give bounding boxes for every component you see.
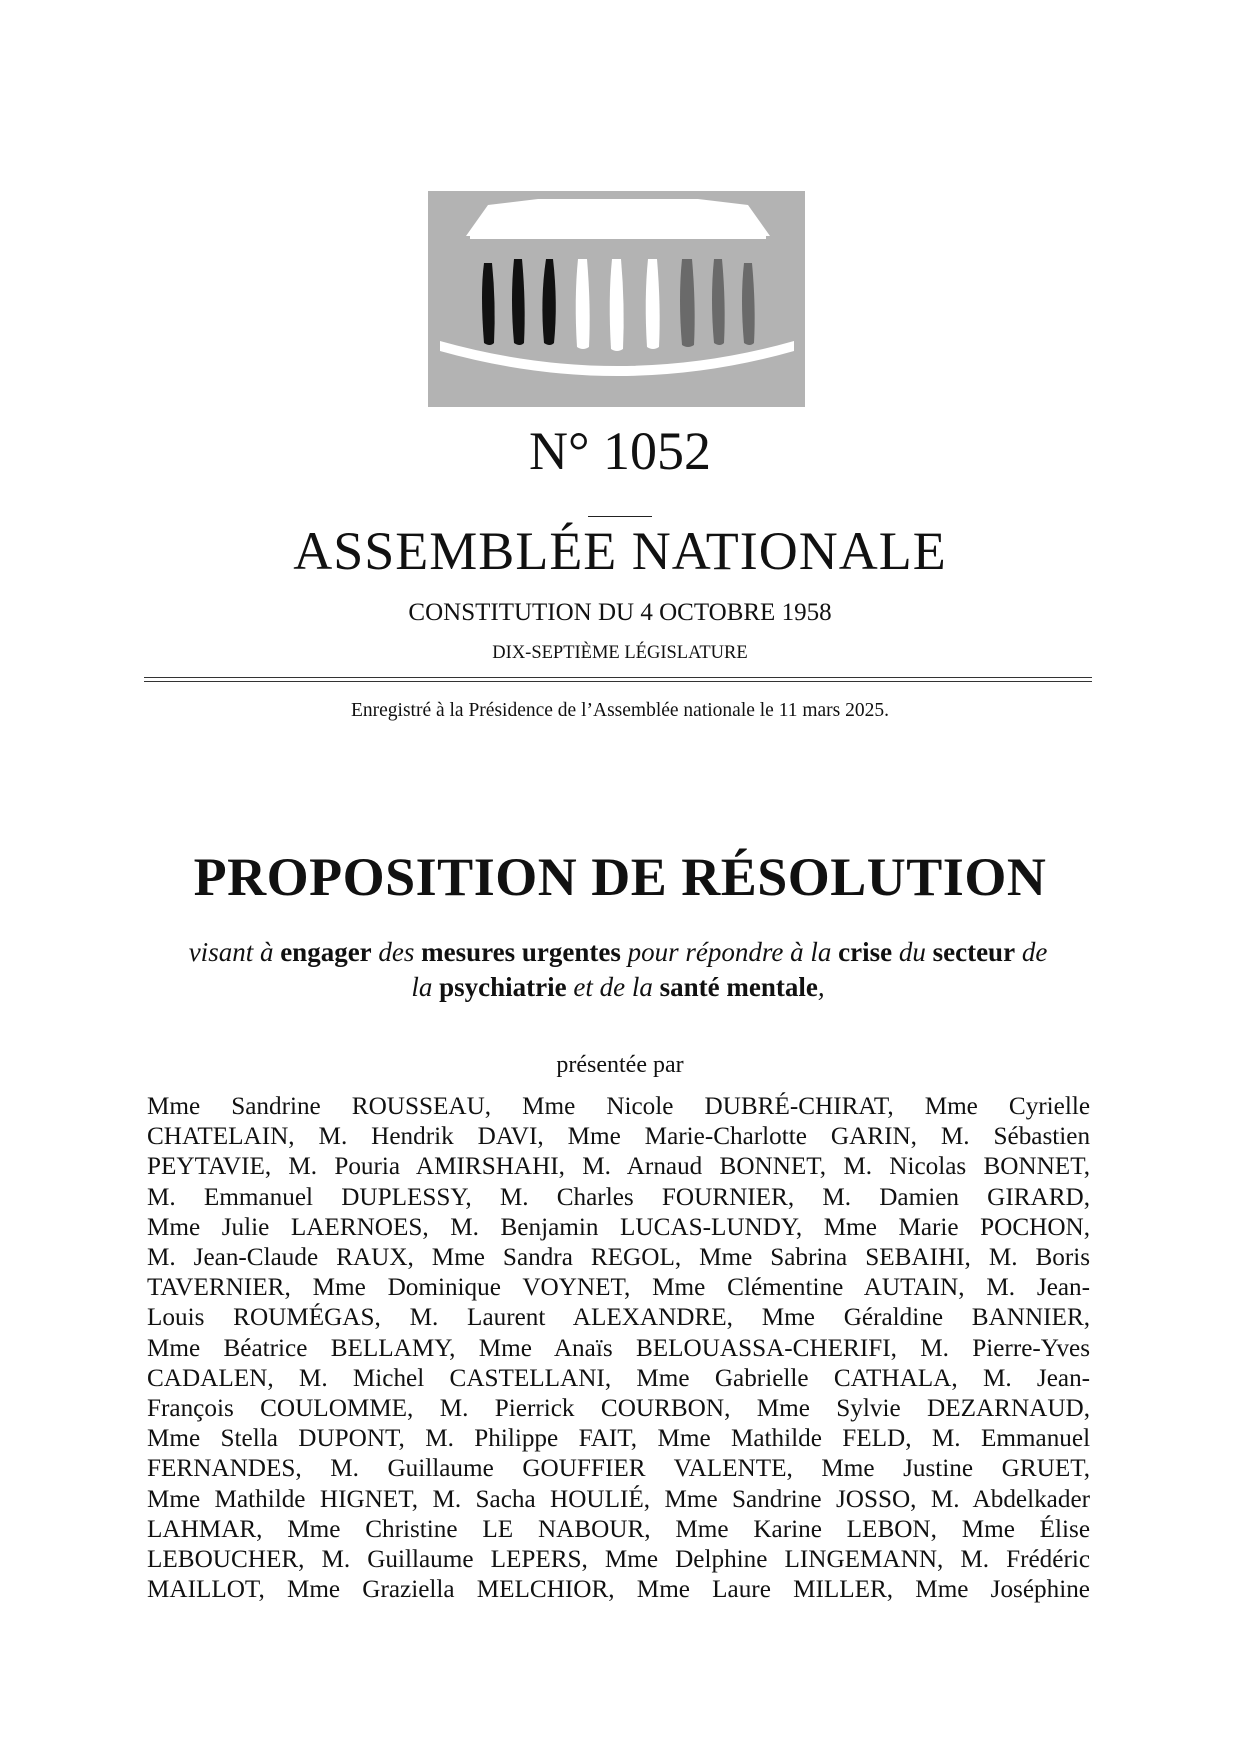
author-name-part: M. Damien	[822, 1183, 959, 1211]
subject-line-1-run: de	[1015, 937, 1048, 967]
author-name-part: M. Emmanuel	[931, 1425, 1091, 1453]
author-name-part: DUBRÉ-CHIRAT,	[704, 1093, 894, 1120]
author-name-part: DEZARNAUD,	[927, 1395, 1091, 1423]
author-name-part: FERNANDES,	[147, 1455, 302, 1483]
assembly-name: ASSEMBLÉE NATIONALE	[293, 521, 947, 581]
document-number: N° 1052	[528, 421, 712, 481]
author-name-part: BONNET,	[983, 1153, 1091, 1181]
author-name-part: Mme Sandrine	[147, 1093, 321, 1120]
author-name-part: REGOL,	[590, 1244, 682, 1272]
author-name-part: LUCAS-LUNDY,	[620, 1213, 803, 1241]
author-name-part: PEYTAVIE,	[147, 1153, 272, 1181]
author-name-part: TAVERNIER,	[147, 1274, 291, 1302]
author-name-part: M. Michel	[298, 1364, 425, 1392]
author-name-part: MELCHIOR,	[476, 1576, 615, 1604]
authors-line	[147, 1092, 1090, 1122]
author-name-part: FELD,	[842, 1425, 912, 1453]
authors-line	[147, 1515, 1090, 1545]
subject-line-2-run: psychiatrie	[439, 972, 567, 1002]
author-name-part: BANNIER,	[971, 1304, 1091, 1332]
author-name-part: Mme Dominique	[312, 1274, 501, 1302]
author-name-part: AUTAIN,	[863, 1274, 965, 1302]
subject-line-1-run: secteur	[932, 937, 1016, 967]
author-name-part: M. Guillaume	[330, 1455, 494, 1483]
author-name-part: DAVI,	[477, 1123, 544, 1151]
authors-line	[147, 1334, 1090, 1364]
author-name-part: BELOUASSA-CHERIFI,	[635, 1334, 897, 1362]
logo-entablature	[470, 231, 766, 239]
author-name-part: ROUSSEAU,	[351, 1093, 492, 1120]
authors-line	[147, 1545, 1090, 1575]
author-name-part: M. Philippe	[425, 1425, 559, 1453]
author-name-part: NABOUR,	[537, 1515, 651, 1543]
author-name-part: Mme Mathilde	[147, 1485, 306, 1513]
author-name-part: Mme Marie	[823, 1213, 959, 1241]
author-name-part: VOYNET,	[522, 1274, 631, 1302]
author-name-part: GOUFFIER	[522, 1455, 646, 1483]
author-name-part: Mme Mathilde	[657, 1425, 822, 1453]
subject-line-1-run: engager	[280, 937, 372, 967]
author-name-part: M. Charles	[499, 1183, 634, 1211]
logo-columns	[482, 259, 755, 351]
author-name-part: Mme Sylvie	[756, 1395, 901, 1423]
author-name-part: COURBON,	[600, 1395, 731, 1423]
author-name-part: M. Emmanuel	[147, 1183, 314, 1211]
authors-line	[147, 1394, 1090, 1424]
author-name-part: M. Frédéric	[960, 1546, 1091, 1574]
author-name-part: CATHALA,	[833, 1364, 958, 1392]
author-name-part: HIGNET,	[319, 1485, 419, 1513]
author-name-part: Mme Joséphine	[915, 1576, 1090, 1604]
author-name-part: LEPERS,	[490, 1546, 588, 1574]
author-name-part: François	[147, 1395, 234, 1423]
authors-list	[147, 1092, 1090, 1605]
author-name-part: M. Sacha	[432, 1485, 536, 1513]
subject-line-2-run: ,	[817, 972, 825, 1002]
author-name-part: GARIN,	[830, 1123, 917, 1151]
author-name-part: GRUET,	[1001, 1455, 1091, 1483]
author-name-part: MAILLOT,	[147, 1576, 265, 1604]
number-underline	[588, 516, 652, 517]
author-name-part: Mme Sandra	[431, 1244, 573, 1272]
subject-line-2-run: la	[411, 972, 440, 1002]
author-name-part: Mme Marie-Charlotte	[567, 1123, 807, 1151]
author-name-part: ROUMÉGAS,	[233, 1304, 381, 1332]
author-name-part: POCHON,	[980, 1213, 1091, 1241]
author-name-part: LINGEMANN,	[784, 1546, 944, 1574]
author-name-part: Mme Graziella	[286, 1576, 455, 1604]
author-name-part: DUPLESSY,	[341, 1183, 472, 1211]
author-name-part: Mme Clémentine	[652, 1274, 844, 1302]
subject-line-1-run: des	[371, 937, 422, 967]
authors-line	[147, 1454, 1090, 1484]
header-divider-top	[144, 677, 1092, 678]
author-name-part: GIRARD,	[987, 1183, 1091, 1211]
author-name-part: LAERNOES,	[290, 1213, 429, 1241]
subject-line-1-run: crise	[838, 937, 893, 967]
presented-by: présentée par	[556, 1052, 684, 1078]
subject-line-2-run: et de la	[566, 972, 660, 1002]
author-name-part: M. Abdelkader	[930, 1485, 1091, 1513]
author-name-part: LEBOUCHER,	[147, 1546, 305, 1574]
author-name-part: M. Arnaud	[582, 1153, 703, 1181]
subject-line-1-run: pour répondre à la	[620, 937, 839, 967]
author-name-part: Mme Julie	[147, 1213, 270, 1241]
authors-line	[147, 1213, 1090, 1243]
author-name-part: Mme Anaïs	[478, 1334, 613, 1362]
author-name-part: Mme Géraldine	[761, 1304, 944, 1332]
author-name-part: M. Sébastien	[940, 1123, 1091, 1151]
subject-line-1-run: du	[892, 937, 933, 967]
author-name-part: BONNET,	[719, 1153, 827, 1181]
author-name-part: Mme Élise	[961, 1515, 1091, 1543]
authors-line	[147, 1575, 1090, 1605]
author-name-part: CASTELLANI,	[449, 1364, 612, 1392]
author-name-part: LAHMAR,	[147, 1515, 263, 1543]
authors-line	[147, 1183, 1090, 1213]
author-name-part: Mme Christine	[287, 1515, 458, 1543]
subject-line-1-run: visant à	[188, 937, 281, 967]
authors-line	[147, 1273, 1090, 1303]
author-name-part: Mme Cyrielle	[924, 1093, 1091, 1120]
author-name-part: SEBAIHI,	[865, 1244, 971, 1272]
document-title: PROPOSITION DE RÉSOLUTION	[193, 847, 1047, 907]
subject-line-1-run: mesures urgentes	[421, 937, 621, 967]
author-name-part: Mme Laure	[636, 1576, 771, 1604]
author-name-part: LE	[482, 1515, 514, 1543]
author-name-part: CHATELAIN,	[147, 1123, 295, 1151]
subject-line-1	[144, 935, 1092, 970]
authors-line	[147, 1243, 1090, 1273]
author-name-part: COULOMME,	[260, 1395, 414, 1423]
authors-line	[147, 1152, 1090, 1182]
constitution-line: CONSTITUTION DU 4 OCTOBRE 1958	[408, 599, 832, 626]
author-name-part: M. Laurent	[409, 1304, 546, 1332]
author-name-part: M. Pierrick	[439, 1395, 575, 1423]
author-name-part: M. Pouria	[288, 1153, 401, 1181]
legislature-line: DIX-SEPTIÈME LÉGISLATURE	[492, 643, 748, 663]
header-divider-bottom	[144, 681, 1092, 682]
author-name-part: Mme Karine	[675, 1515, 822, 1543]
author-name-part: Mme Béatrice	[147, 1334, 308, 1362]
author-name-part: CADALEN,	[147, 1364, 274, 1392]
author-name-part: Mme Nicole	[522, 1093, 674, 1120]
authors-line	[147, 1122, 1090, 1152]
author-name-part: Mme Delphine	[604, 1546, 768, 1574]
author-name-part: M. Jean-Claude	[147, 1244, 319, 1272]
author-name-part: RAUX,	[336, 1244, 414, 1272]
author-name-part: Mme Gabrielle	[636, 1364, 809, 1392]
author-name-part: JOSSO,	[835, 1485, 917, 1513]
author-name-part: M. Nicolas	[843, 1153, 967, 1181]
author-name-part: Mme Justine	[821, 1455, 974, 1483]
authors-line	[147, 1485, 1090, 1515]
registration-line: Enregistré à la Présidence de l’Assemblée nationale le 11 mars 2025.	[350, 700, 890, 721]
author-name-part: ALEXANDRE,	[572, 1304, 733, 1332]
author-name-part: M. Benjamin	[450, 1213, 599, 1241]
author-name-part: BELLAMY,	[330, 1334, 456, 1362]
author-name-part: LEBON,	[846, 1515, 937, 1543]
author-name-part: M. Jean-	[986, 1274, 1091, 1302]
author-name-part: Mme Sandrine	[664, 1485, 822, 1513]
logo-pediment	[466, 199, 770, 236]
author-name-part: DUPONT,	[298, 1425, 405, 1453]
author-name-part: Mme Stella	[147, 1425, 278, 1453]
author-name-part: AMIRSHAHI,	[415, 1153, 565, 1181]
author-name-part: Mme Sabrina	[699, 1244, 848, 1272]
author-name-part: M. Boris	[988, 1244, 1091, 1272]
author-name-part: VALENTE,	[673, 1455, 793, 1483]
assemblee-nationale-logo	[428, 191, 805, 407]
author-name-part: M. Pierre-Yves	[920, 1334, 1091, 1362]
author-name-part: MILLER,	[793, 1576, 894, 1604]
resolution-subject	[144, 935, 1092, 1005]
subject-line-2-run: santé mentale	[659, 972, 818, 1002]
authors-line	[147, 1303, 1090, 1333]
author-name-part: M. Hendrik	[318, 1123, 454, 1151]
subject-line-2	[144, 970, 1092, 1005]
author-name-part: M. Jean-	[982, 1364, 1091, 1392]
author-name-part: Louis	[147, 1304, 205, 1332]
author-name-part: FAIT,	[578, 1425, 638, 1453]
author-name-part: M. Guillaume	[321, 1546, 474, 1574]
authors-line	[147, 1364, 1090, 1394]
author-name-part: FOURNIER,	[661, 1183, 795, 1211]
author-name-part: HOULIÉ,	[550, 1485, 651, 1513]
authors-line	[147, 1424, 1090, 1454]
